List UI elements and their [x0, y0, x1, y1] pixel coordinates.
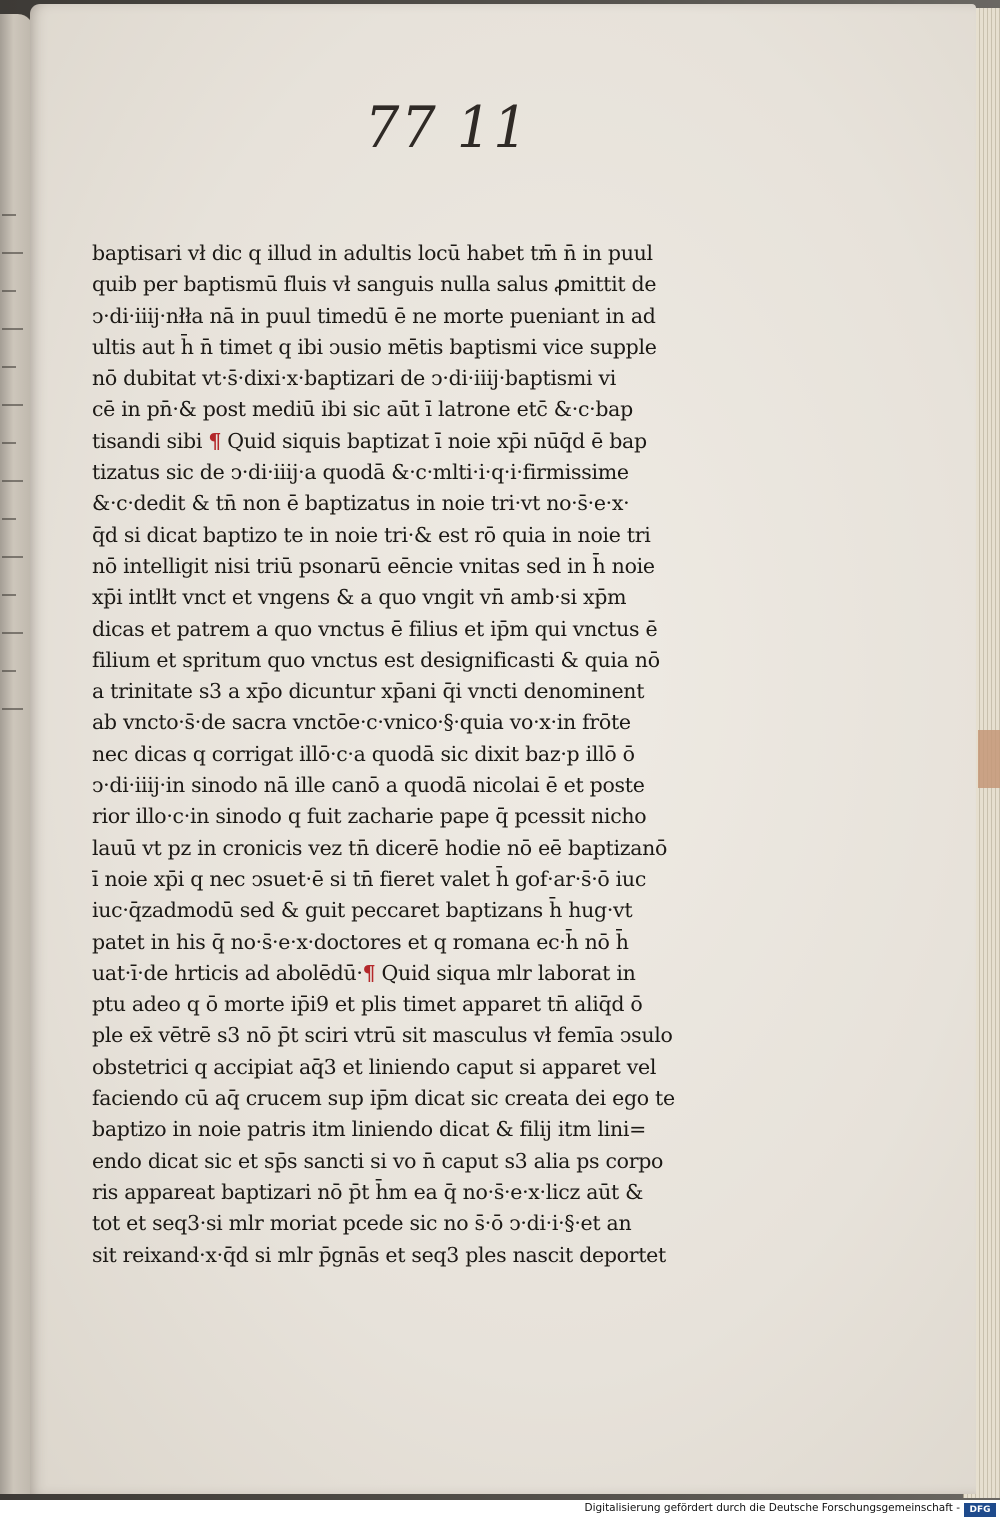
text-line: nō intelligit nisi triū psonarū eēncie vnitas sed in h̄ noie	[92, 553, 655, 578]
text-line: a trinitate s3 a xp̄o dicuntur xp̄ani q̄i vncti denominent	[92, 679, 645, 704]
text-line: tisandi sibi ¶ Quid siquis baptizat ī noie xp̄i nūq̄d ē bap	[92, 428, 647, 453]
facing-page-text-mark	[2, 632, 23, 634]
facing-page-text-mark	[2, 480, 23, 482]
dfg-logo: DFG	[964, 1503, 996, 1517]
text-line: filium et spritum quo vnctus est designificasti & quia nō	[92, 647, 660, 672]
text-line: iuc·q̄zadmodū sed & guit peccaret baptizans h̄ hug·vt	[92, 898, 633, 923]
facing-page-text-mark	[2, 328, 23, 330]
text-line: ↄ·di·iiij·in sinodo nā ille canō a quodā nicolai ē et poste	[92, 773, 645, 798]
text-line: nō dubitat vt·s̄·dixi·x·baptizari de ↄ·di·iiij·baptismi vi	[92, 366, 617, 391]
text-line: endo dicat sic et sp̄s sancti si vo n̄ caput s3 alia ps corpo	[92, 1148, 664, 1173]
text-line: tizatus sic de ↄ·di·iiij·a quodā &·c·mlti·i·q·i·firmissime	[92, 460, 629, 485]
text-column	[92, 238, 722, 1271]
text-line: cē in pn̄·& post mediū ibi sic aūt ī latrone etc̄ &·c·bap	[92, 397, 633, 422]
text-line: ↄ·di·iiij·nłła nā in puul timedū ē ne morte pueniant in ad	[92, 303, 656, 328]
facing-page-text-mark	[2, 290, 16, 292]
handwritten-folio-number: 77 11	[365, 94, 530, 161]
facing-page-text-mark	[2, 442, 16, 444]
text-line: ptu adeo q ō morte ip̄i9 et plis timet apparet tn̄ aliq̄d ō	[92, 992, 643, 1017]
manuscript-page	[30, 4, 976, 1494]
text-line: uat·ī·de hrticis ad abolēdū·¶ Quid siqua mlr laborat in	[92, 960, 636, 985]
text-line: sit reixand·x·q̄d si mlr p̄gnās et seq3 ples nascit deportet	[92, 1242, 666, 1267]
facing-page-text-mark	[2, 404, 23, 406]
facing-page-text-mark	[2, 252, 23, 254]
text-line: &·c·dedit & tn̄ non ē baptizatus in noie tri·vt no·s̄·e·x·	[92, 491, 630, 516]
text-line: nec dicas q corrigat illō·c·a quodā sic dixit baz·p illō ō	[92, 741, 635, 766]
text-line: q̄d si dicat baptizo te in noie tri·& est rō quia in noie tri	[92, 522, 651, 547]
text-line: ab vncto·s̄·de sacra vnctōe·c·vnico·§·quia vo·x·in frōte	[92, 710, 631, 735]
text-line: ī noie xp̄i q nec ↄsuet·ē si tn̄ fieret valet h̄ gof·ar·s̄·ō iuc	[92, 866, 647, 891]
text-line: baptisari vł dic q illud in adultis locū habet tm̄ n̄ in puul	[92, 241, 653, 265]
text-line: ple ex̄ vētrē s3 nō p̄t sciri vtrū sit masculus vł femīa ↄsulo	[92, 1023, 673, 1048]
text-line: ultis aut h̄ n̄ timet q ibi ↄusio mētis baptismi vice supple	[92, 334, 657, 359]
text-line: ris appareat baptizari nō p̄t h̄m ea q̄ no·s̄·e·x·licz aūt &	[92, 1179, 644, 1204]
text-line: rior illo·c·in sinodo q fuit zacharie pape q̄ pcessit nicho	[92, 804, 647, 829]
facing-page-text-mark	[2, 366, 16, 368]
facing-page-text-mark	[2, 214, 16, 216]
page-marker-tab	[978, 730, 1000, 788]
footer-bar	[0, 1500, 1000, 1521]
facing-page-text-mark	[2, 708, 23, 710]
facing-page-text-mark	[2, 518, 16, 520]
text-line: lauū vt pz in cronicis vez tn̄ dicerē hodie nō eē baptizanō	[92, 835, 668, 860]
funding-credit: Digitalisierung gefördert durch die Deutsche Forschungsgemeinschaft -	[584, 1502, 960, 1514]
facing-page-text-mark	[2, 556, 23, 558]
text-line: faciendo cū aq̄ crucem sup ip̄m dicat sic creata dei ego te	[92, 1086, 675, 1111]
rubric-paragraph-mark: ¶	[362, 960, 376, 985]
text-line: tot et seq3·si mlr moriat pcede sic no s̄·ō ↄ·di·i·§·et an	[92, 1211, 632, 1236]
text-line: patet in his q̄ no·s̄·e·x·doctores et q romana ec·h̄ nō h̄	[92, 929, 629, 954]
text-line: baptizo in noie patris itm liniendo dicat & filij itm lini=	[92, 1117, 646, 1142]
text-line: obstetrici q accipiat aq̄3 et liniendo caput si apparet vel	[92, 1054, 657, 1079]
rubric-paragraph-mark: ¶	[208, 428, 222, 453]
text-line: xp̄i intlłt vnct et vngens & a quo vngit vn̄ amb·si xp̄m	[92, 585, 627, 610]
text-line: quib per baptismū fluis vł sanguis nulla salus ꝓmittit de	[92, 272, 657, 297]
facing-page-text-mark	[2, 594, 16, 596]
facing-page-text-mark	[2, 670, 16, 672]
text-line: dicas et patrem a quo vnctus ē filius et ip̄m qui vnctus ē	[92, 616, 658, 641]
